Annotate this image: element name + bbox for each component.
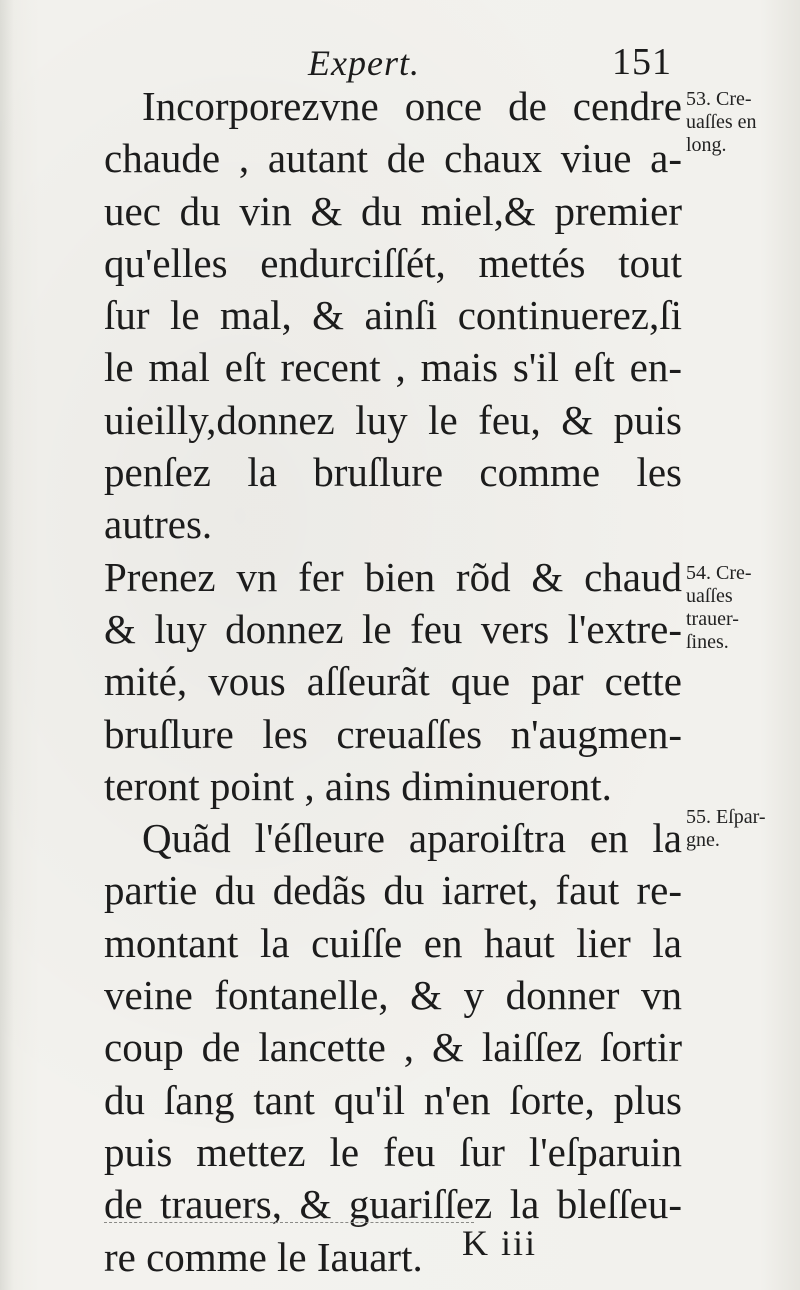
margin-note-line: 54. Cre- <box>686 562 752 584</box>
text-line: teront point , ains diminueront. <box>104 762 612 809</box>
text-line: penſez la bruſlure comme les <box>104 449 682 496</box>
text-line: montant la cuiſſe en haut lier la <box>104 919 682 966</box>
margin-note-line: uaſſes <box>686 585 733 607</box>
margin-note <box>686 88 798 157</box>
margin-note-line: gne. <box>686 829 720 851</box>
margin-note-line: long. <box>686 134 727 156</box>
text-line: autres. <box>104 501 213 548</box>
text-line: mité, vous aſſeurãt que par cette <box>104 658 682 705</box>
text-line: qu'elles endurciſſét, mettés tout <box>104 239 682 286</box>
page-number: 151 <box>612 41 672 83</box>
margin-note-line: 55. Eſpar- <box>686 806 766 828</box>
text-line: uec du vin & du miel,& premier <box>104 187 682 234</box>
margin-note <box>686 806 798 852</box>
margin-note-line: uaſſes en <box>686 111 757 133</box>
text-line: re comme le Iauart. <box>104 1233 423 1280</box>
text-line: uieilly,donnez luy le feu, & puis <box>104 396 682 443</box>
margin-note-line: ſines. <box>686 631 729 653</box>
margin-note <box>686 562 798 654</box>
text-line: chaude , autant de chaux viue a- <box>104 135 682 182</box>
main-text <box>104 80 682 1283</box>
text-line: veine fontanelle, & y donner vn <box>104 972 682 1019</box>
text-line: le mal eſt recent , mais s'il eſt en- <box>104 344 682 391</box>
text-line: partie du dedãs du iarret, faut re- <box>104 867 682 914</box>
margin-note-line: 53. Cre- <box>686 88 752 110</box>
margin-note-line: trauer- <box>686 608 739 630</box>
text-line: ſur le mal, & ainſi continuerez,ſi <box>104 292 682 339</box>
signature-mark: K iii <box>462 1223 538 1263</box>
text-line: du ſang tant qu'il n'en ſorte, plus <box>104 1076 682 1123</box>
text-line: de trauers, & guariſſez la bleſſeu- <box>104 1181 682 1228</box>
text-line: Incorporezvne once de cendre <box>142 83 682 129</box>
text-line: & luy donnez le feu vers l'extre- <box>104 605 682 652</box>
text-line: puis mettez le feu ſur l'eſparuin <box>104 1128 682 1175</box>
text-line: bruſlure les creuaſſes n'augmen- <box>104 710 682 757</box>
text-line: Quãd l'éſleure aparoiſtra en la <box>142 815 682 862</box>
footer-rule <box>104 1222 474 1223</box>
text-line: Prenez vn fer bien rõd & chaud <box>104 553 682 600</box>
running-head: Expert. <box>308 43 420 83</box>
text-line: coup de lancette , & laiſſez ſortir <box>104 1024 682 1071</box>
